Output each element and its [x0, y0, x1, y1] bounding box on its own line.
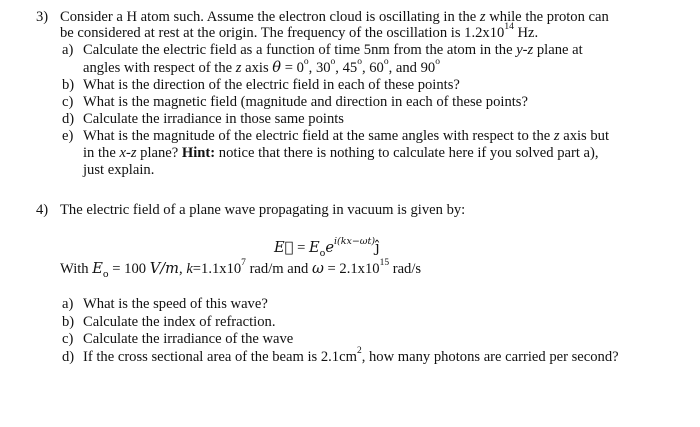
q3-intro-line2: be considered at rest at the origin. The frequency of the oscillation is $1.2x10^{14}$ Hz.: [60, 22, 539, 41]
q4-part-d-text: If the cross sectional area of the beam is $2.1cm^2$, how many photons are carried per second?: [83, 346, 619, 365]
q4-part-label: b): [62, 314, 75, 330]
q3-number: 3): [36, 9, 49, 25]
q4-given-values: With $E_o = 100$ V/m, $k=1.1x10^7$ rad/m and $\omega = 2.1x10^{15}$ rad/s: [60, 258, 422, 280]
q4-part-c-text: Calculate the irradiance of the wave: [83, 331, 294, 347]
q4-part-label: d): [62, 349, 75, 365]
q3-part-a-line2: angles with respect of the z axis $\theta = 0^o$, 30$^o$, 45$^o$, 60$^o$, and 90$^o$: [83, 57, 440, 76]
q3-part-a-line1: Calculate the electric field as a function of time 5nm from the atom in the y-z plane at: [83, 42, 583, 58]
q4-part-b-text: Calculate the index of refraction.: [83, 314, 276, 330]
q3-part-e-line2: in the x-z plane? Hint: notice that there is nothing to calculate here if you solved part a),: [83, 145, 599, 161]
q4-part-a-text: What is the speed of this wave?: [83, 296, 268, 312]
q3-part-label: c): [62, 94, 74, 110]
q4-part-label: c): [62, 331, 74, 347]
q3-part-c-text: What is the magnetic field (magnitude and direction in each of these points?: [83, 94, 528, 110]
q3-part-e-line1: What is the magnitude of the electric field at the same angles with respect to the z axis but: [83, 128, 610, 144]
q3-part-e-line3: just explain.: [83, 162, 155, 178]
q4-equation: E⃗ = $E_oe^{i(kx-\omega t)}ĵ$: [274, 236, 380, 259]
q3-part-b-text: What is the direction of the electric field in each of these points?: [83, 77, 460, 93]
q3-part-label: b): [62, 77, 75, 93]
q3-intro-line1: Consider a H atom such. Assume the electron cloud is oscillating in the z while the proton can: [60, 9, 609, 25]
q3-part-label: a): [62, 42, 74, 58]
q4-number: 4): [36, 202, 49, 218]
q3-part-label: e): [62, 128, 74, 144]
q3-part-d-text: Calculate the irradiance in those same points: [83, 111, 344, 127]
q3-part-label: d): [62, 111, 75, 127]
q4-part-label: a): [62, 296, 74, 312]
q4-intro: The electric field of a plane wave propagating in vacuum is given by:: [60, 202, 466, 218]
